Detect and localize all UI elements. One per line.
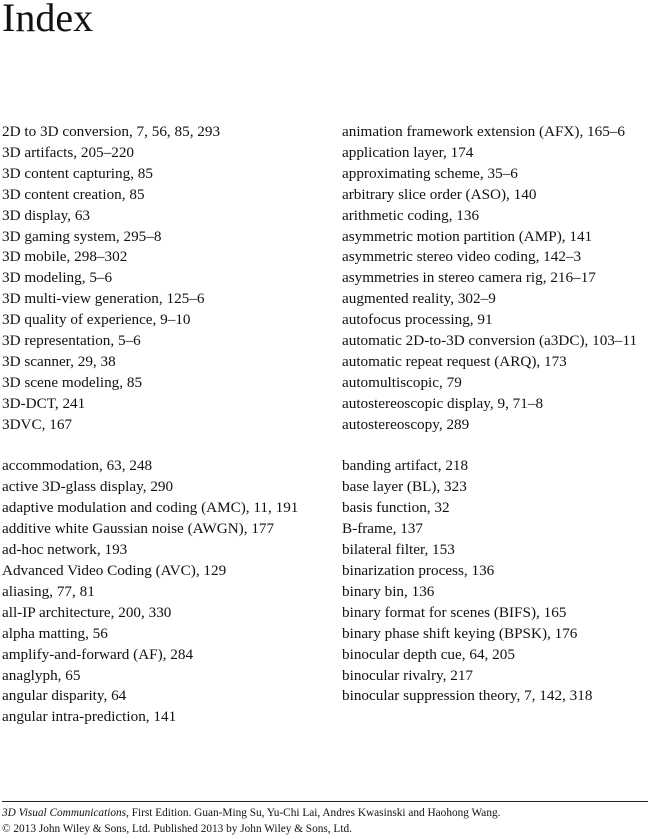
index-column-right (342, 122, 648, 707)
letter-group-gap (2, 436, 324, 457)
index-entry: 3D representation, 5–6 (2, 332, 141, 350)
index-entry: 3D artifacts, 205–220 (2, 143, 135, 161)
index-entry: binocular suppression theory, 7, 142, 318 (342, 687, 593, 705)
index-entry: 3D modeling, 5–6 (2, 269, 113, 287)
index-entry: 2D to 3D conversion, 7, 56, 85, 293 (2, 123, 221, 140)
index-entry: binary phase shift keying (BPSK), 176 (342, 624, 578, 642)
index-entry: Advanced Video Coding (AVC), 129 (2, 562, 227, 580)
index-entry: binocular rivalry, 217 (342, 666, 474, 684)
index-entry: angular intra-prediction, 141 (2, 708, 177, 726)
index-entry: 3D scene modeling, 85 (2, 373, 143, 391)
footer-authors: , First Edition. Guan-Ming Su, Yu-Chi Lai, Andres Kwasinski and Haohong Wang. (126, 807, 501, 819)
index-entry: 3D display, 63 (2, 206, 91, 224)
index-entry: binary bin, 136 (342, 582, 435, 600)
index-entry: 3D multi-view generation, 125–6 (2, 290, 205, 308)
index-entry: B-frame, 137 (342, 520, 423, 538)
index-entry: arithmetic coding, 136 (342, 206, 480, 224)
index-entry: basis function, 32 (342, 499, 450, 517)
index-entry: additive white Gaussian noise (AWGN), 177 (2, 520, 275, 538)
index-entry: 3D quality of experience, 9–10 (2, 311, 191, 329)
copyright-footer (2, 805, 648, 837)
index-entry: angular disparity, 64 (2, 687, 127, 705)
index-entry: arbitrary slice order (ASO), 140 (342, 185, 537, 203)
index-entry: binary format for scenes (BIFS), 165 (342, 603, 567, 621)
index-entry: base layer (BL), 323 (342, 478, 467, 496)
index-entry: 3D content capturing, 85 (2, 164, 153, 182)
index-entry: asymmetries in stereo camera rig, 216–17 (342, 269, 596, 287)
index-entry: 3D gaming system, 295–8 (2, 227, 162, 245)
index-entry: autostereoscopic display, 9, 71–8 (342, 394, 544, 412)
index-entry: aliasing, 77, 81 (2, 582, 95, 600)
index-entry: automatic 2D-to-3D conversion (a3DC), 103–11 (342, 332, 638, 350)
index-entry: amplify-and-forward (AF), 284 (2, 645, 194, 663)
index-entry: automatic repeat request (ARQ), 173 (342, 352, 567, 370)
page-title: Index (2, 0, 94, 40)
index-entry: automultiscopic, 79 (342, 373, 462, 391)
index-entry: autostereoscopy, 289 (342, 415, 470, 433)
book-title: 3D Visual Communications (2, 807, 127, 819)
index-entry: animation framework extension (AFX), 165–6 (342, 123, 626, 140)
index-entry: binarization process, 136 (342, 562, 495, 580)
index-entry: 3D mobile, 298–302 (2, 248, 128, 266)
index-entry: 3D content creation, 85 (2, 185, 145, 203)
index-column-left (2, 122, 324, 728)
index-entry: asymmetric stereo video coding, 142–3 (342, 248, 582, 266)
index-entry: alpha matting, 56 (2, 624, 108, 642)
footer-line-1 (2, 805, 648, 821)
index-entry: augmented reality, 302–9 (342, 290, 496, 308)
index-entry: active 3D-glass display, 290 (2, 478, 174, 496)
index-entry: bilateral filter, 153 (342, 541, 455, 559)
index-entry: asymmetric motion partition (AMP), 141 (342, 227, 593, 245)
letter-group-gap (342, 436, 648, 457)
index-entry: application layer, 174 (342, 143, 474, 161)
index-entry: autofocus processing, 91 (342, 311, 493, 329)
index-entry: binocular depth cue, 64, 205 (342, 645, 515, 663)
index-entry: approximating scheme, 35–6 (342, 164, 518, 182)
footer-divider (2, 801, 648, 802)
index-entry: 3DVC, 167 (2, 415, 73, 433)
index-entry: banding artifact, 218 (342, 457, 469, 475)
index-entry: 3D-DCT, 241 (2, 394, 86, 412)
index-entry: all-IP architecture, 200, 330 (2, 603, 172, 621)
index-entry: anaglyph, 65 (2, 666, 81, 684)
index-entry: accommodation, 63, 248 (2, 457, 153, 475)
index-entry: ad-hoc network, 193 (2, 541, 128, 559)
footer-line-2: © 2013 John Wiley & Sons, Ltd. Published 2013 by John Wiley & Sons, Ltd. (2, 823, 352, 835)
index-entry: 3D scanner, 29, 38 (2, 352, 116, 370)
index-entry: adaptive modulation and coding (AMC), 11, 191 (2, 499, 299, 517)
